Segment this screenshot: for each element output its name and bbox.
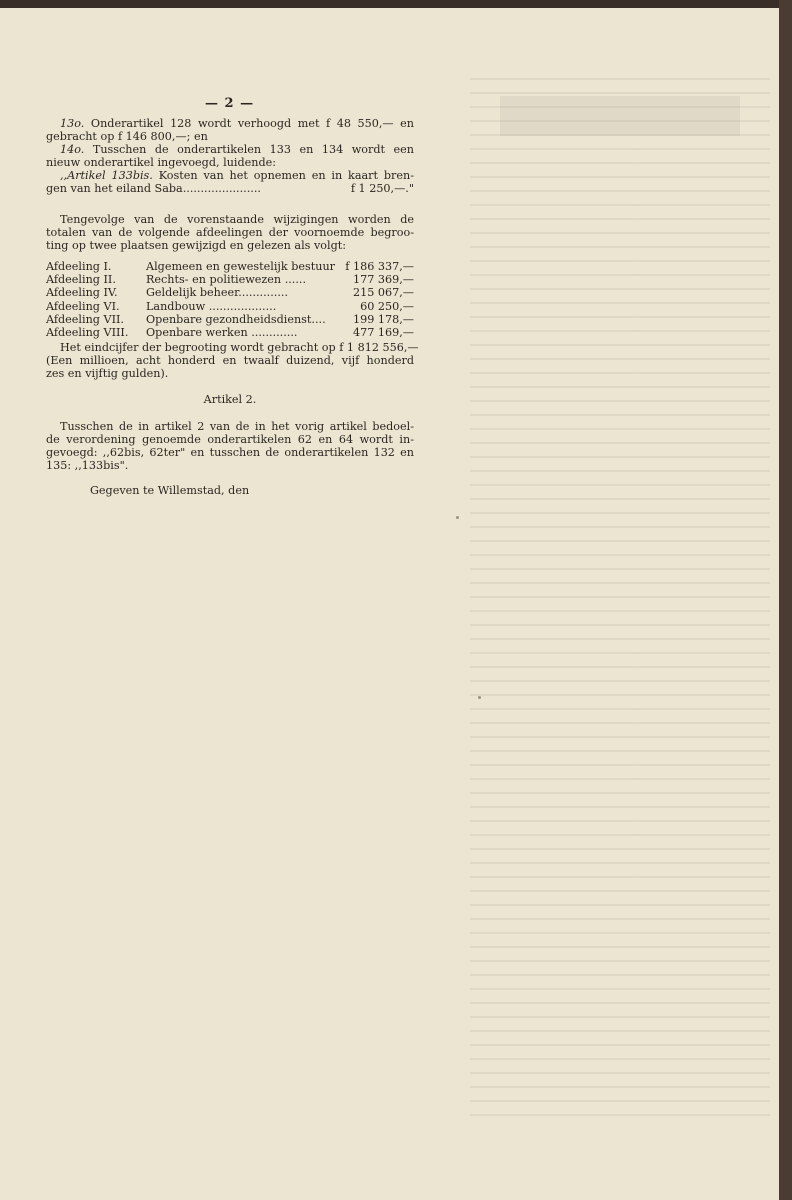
closing-line: Gegeven te Willemstad, den xyxy=(90,484,250,497)
table-row: Afdeeling IV. Geldelijk beheer.............. 215 067,— xyxy=(46,286,414,300)
subitem-13-line2: gebracht op f 146 800,—; en xyxy=(46,130,208,144)
bleed-through-text xyxy=(470,78,770,1118)
subitem-14-line2: nieuw onderartikel ingevoegd, luidende: xyxy=(46,156,277,170)
table-row: Afdeeling II. Rechts- en politiewezen ...... 177 369,— xyxy=(46,273,414,287)
table-row: Afdeeling VIII. Openbare werken ............. 477 169,— xyxy=(46,326,414,339)
artikel-133bis-line1: ,,Artikel 133bis. Kosten van het opnemen en in kaart bren- xyxy=(60,169,414,182)
table-row: Afdeeling VI. Landbouw ................... 60 250,— xyxy=(46,299,414,313)
artikel-133bis xyxy=(46,169,414,195)
subitem-14-line1: 14o. Tusschen de onderartikelen 133 en 134 wordt een xyxy=(60,143,414,156)
subitem-13 xyxy=(46,117,414,143)
page-number: — 2 — xyxy=(205,96,255,111)
artikel-133bis-line2: gen van het eiland Saba...................... f 1 250,—." xyxy=(46,182,414,196)
table-row: Afdeeling I. Algemeen en gewestelijk bestuur f 186 337,— xyxy=(46,260,414,273)
subitem-14 xyxy=(46,143,414,169)
eindcijfer: Het eindcijfer der begrooting wordt gebracht op f 1 812 556,— (Een millioen, acht honderd en twaalf duizend, vijf honderd zes en vijftig gulden). xyxy=(46,341,419,381)
artikel-2-text: Tusschen de in artikel 2 van de in het vorig artikel bedoel- de verordening genoemde onderartikelen 62 en 64 wordt in- gevoegd: ,,62bis, 62ter" en tusschen de onderartikelen 132 en 135: ,,133bis". xyxy=(46,420,414,473)
paper-speck xyxy=(478,696,481,699)
subitem-13-line1: 13o. Onderartikel 128 wordt verhoogd met f 48 550,— en xyxy=(60,117,415,130)
paper-speck xyxy=(456,516,459,519)
artikel-2-heading: Artikel 2. xyxy=(203,393,257,406)
page-edge xyxy=(779,0,792,1200)
document-page xyxy=(0,8,779,1200)
table-row: Afdeeling VII. Openbare gezondheidsdienst.... 199 178,— xyxy=(46,312,414,326)
totals-intro: Tengevolge van de vorenstaande wijzigingen worden de totalen van de volgende afdeelingen der voornoemde begroo- ting op twee plaatsen gewijzigd en gelezen als volgt: xyxy=(46,213,414,253)
